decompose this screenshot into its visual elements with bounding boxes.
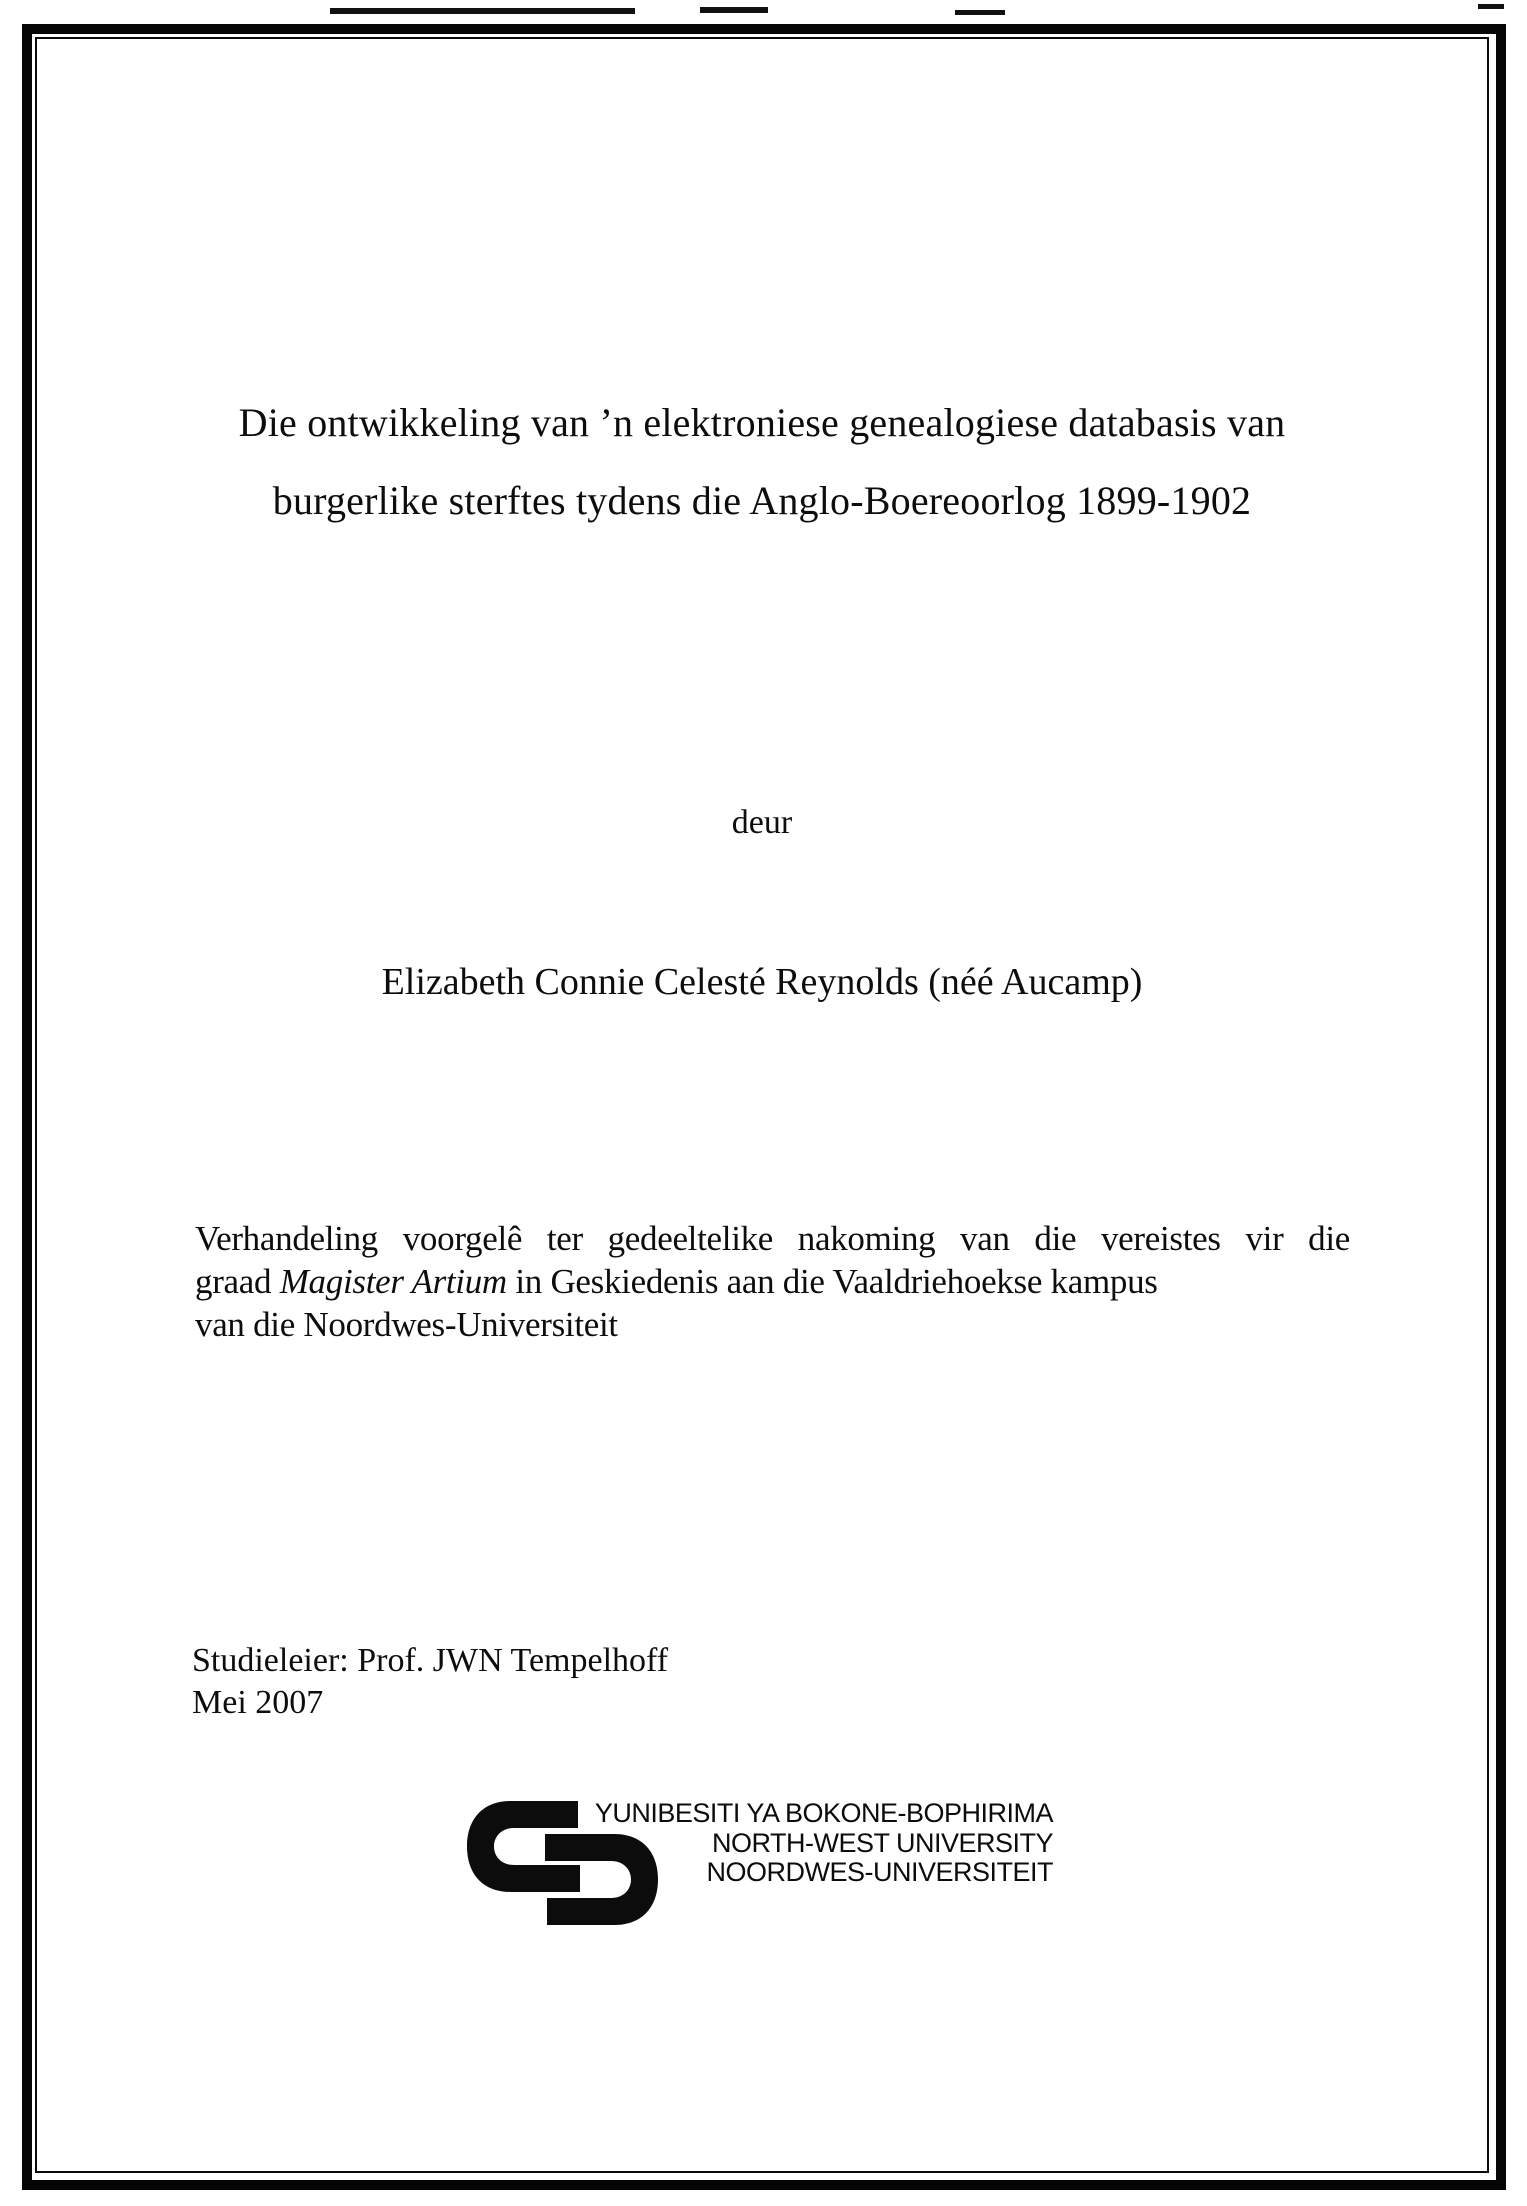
degree-name-italic: Magister Artium: [279, 1262, 507, 1301]
scan-artifact: [955, 10, 1005, 15]
thesis-title-line-2: burgerlike sterftes tydens die Anglo-Boereoorlog 1899-1902: [272, 478, 1252, 523]
scan-artifact: [700, 7, 768, 13]
supervisor-line: Studieleier: Prof. JWN Tempelhoff: [192, 1642, 669, 1679]
university-logo-text: [587, 1799, 1053, 1888]
logo-text-english: NORTH-WEST UNIVERSITY: [711, 1827, 1053, 1858]
logo-text-afrikaans: NOORDWES-UNIVERSITEIT: [706, 1857, 1053, 1887]
degree-statement-line-1: Verhandeling voorgelê ter gedeeltelike nakoming van die vereistes vir die: [195, 1219, 1350, 1258]
supervisor-block: [192, 1640, 668, 1724]
scan-artifact: [330, 8, 635, 14]
degree-statement-line-3: van die Noordwes-Universiteit: [195, 1305, 618, 1344]
author-name: Elizabeth Connie Celesté Reynolds (néé Aucamp): [381, 961, 1143, 1003]
degree-line2-prefix: graad: [195, 1262, 280, 1301]
thesis-title-line-1: Die ontwikkeling van ’n elektroniese genealogiese databasis van: [238, 400, 1286, 445]
degree-statement-line-2: [195, 1260, 1350, 1303]
date-line: Mei 2007: [192, 1684, 324, 1721]
thesis-title: [37, 384, 1487, 540]
scan-artifact: [1478, 4, 1504, 9]
logo-text-setswana: YUNIBESITI YA BOKONE-BOPHIRIMA: [594, 1798, 1053, 1828]
degree-line2-suffix: in Geskiedenis aan die Vaaldriehoekse kampus: [506, 1262, 1158, 1301]
degree-statement: [195, 1217, 1350, 1346]
byline-label: deur: [731, 804, 793, 841]
